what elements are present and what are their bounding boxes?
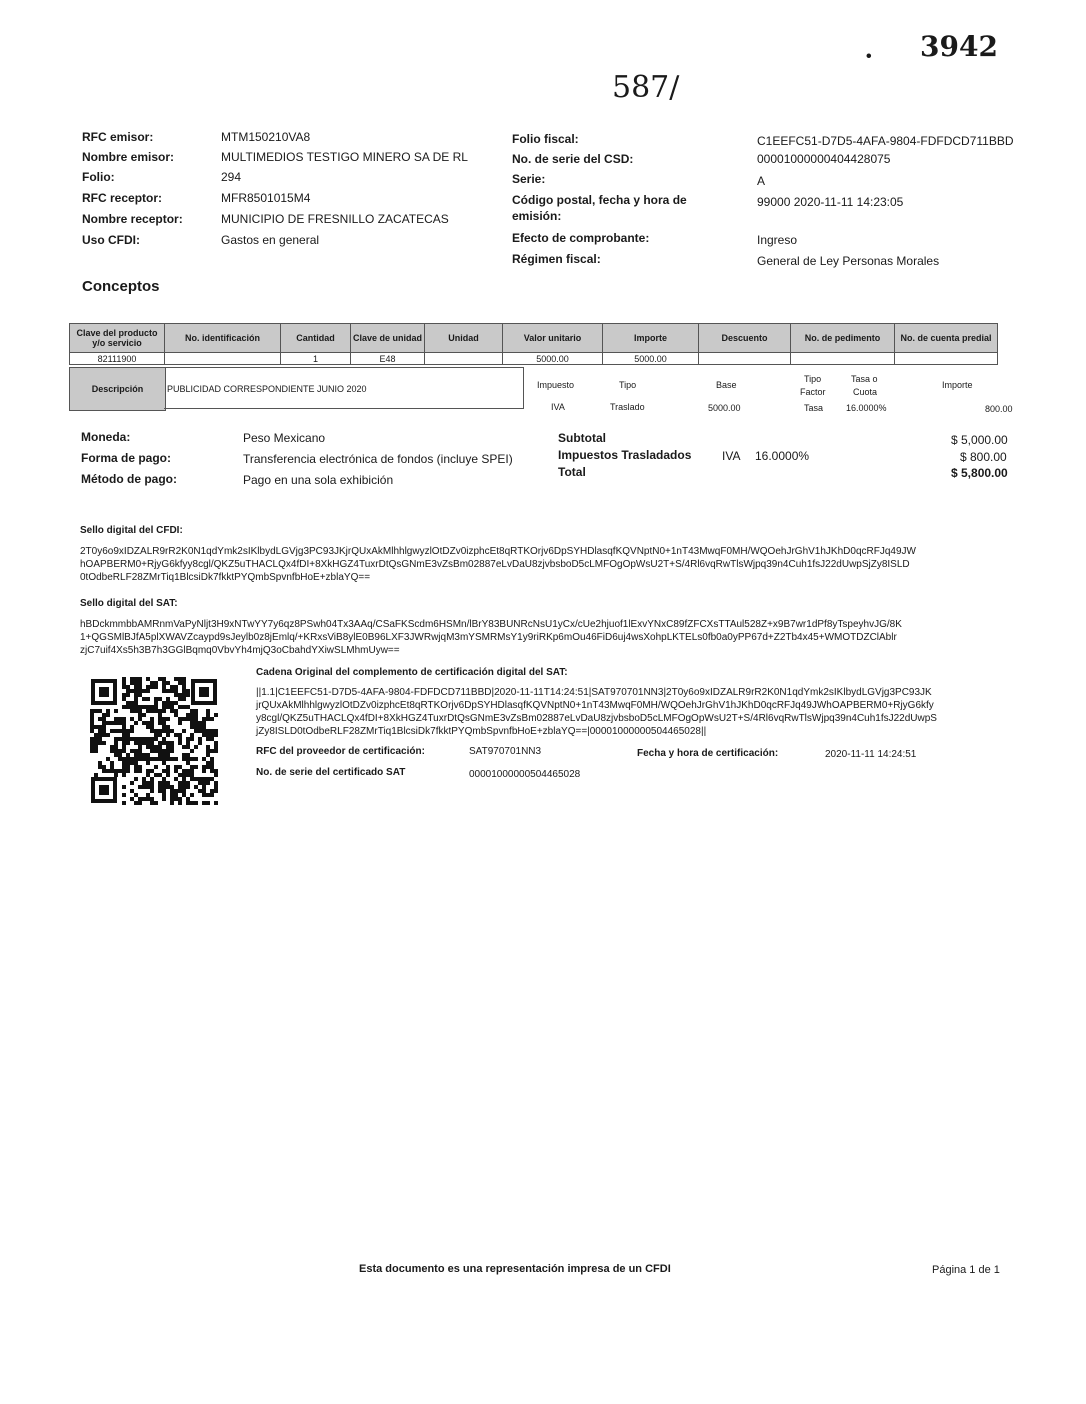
descripcion-value: PUBLICIDAD CORRESPONDIENTE JUNIO 2020 xyxy=(164,367,524,409)
sello-cfdi-line: hOAPBERM0+RjyG6kfyy8cgl/QKZ5uTHACLQx4fDI+8XkHGZ4TuxrDtQsGNmE3vZsBm02887eLvDaU8zjvbsboD5cLMFOgOpWsU2T+S/4Rl6vqRwTlsWjpq39n4Cuh1fsJ22dUwpSjZy8ISLD xyxy=(80,559,910,570)
cadena-line: ||1.1|C1EEFC51-D7D5-4AFA-9804-FDFDCD711BBD|2020-11-11T14:24:51|SAT970701NN3|2T0y6o9xIDZALR9rR2K0N1qdYmk2sIKlbydLGVjg3PC93JK xyxy=(256,687,932,698)
subtotal-label: Subtotal xyxy=(558,431,606,445)
cell-valor-unitario: 5000.00 xyxy=(503,353,603,365)
moneda-label: Moneda: xyxy=(81,430,131,444)
tax-tipo-factor: Tasa xyxy=(804,403,824,413)
rfc-emisor-value: MTM150210VA8 xyxy=(221,130,311,144)
cell-clave-producto: 82111900 xyxy=(70,353,165,365)
cadena-line: jZy8ISLD0tOdbeRLF28ZMrTiq1BlcsiDk7fkktPYQmbSpvnfbHoE+zblaYQ==|00001000000504465028|| xyxy=(256,726,707,737)
cell-no-cuenta-predial xyxy=(895,353,998,365)
folio-value: 294 xyxy=(221,170,242,184)
forma-pago-label: Forma de pago: xyxy=(81,451,172,465)
iva-rate: 16.0000% xyxy=(755,449,810,463)
cell-no-identificacion xyxy=(165,353,281,365)
cell-descuento xyxy=(699,353,791,365)
handwritten-number-top: 3942 xyxy=(920,30,998,63)
sello-sat-line: 1+QGSMlBJfA5plXWAVZcaypd9sJeylb0z8jEmlq/+KRxsViB8ylE0B96LXF3JWRwjqM3mYSMRMsY1y9riRKp6mOu46FiD6uj4wsXohpLKTELs0fb0a0yPP67d+Z2Tb4x45+WMOTDZClAblr xyxy=(80,632,897,643)
uso-cfdi-label: Uso CFDI: xyxy=(82,233,140,247)
footer-page: Página 1 de 1 xyxy=(932,1264,1000,1276)
tax-header-tipo-factor-2: Factor xyxy=(800,387,826,397)
tax-header-importe: Importe xyxy=(942,380,973,390)
footer-note: Esta documento es una representación impresa de un CFDI xyxy=(359,1263,671,1275)
conceptos-table xyxy=(69,323,998,365)
serie-label: Serie: xyxy=(512,172,546,186)
header-importe: Importe xyxy=(603,324,699,353)
tax-importe: 800.00 xyxy=(985,404,1013,414)
cell-no-pedimento xyxy=(791,353,895,365)
cell-clave-unidad: E48 xyxy=(351,353,425,365)
rfc-proveedor-value: SAT970701NN3 xyxy=(469,746,542,757)
header-clave-producto: Clave del producto y/o servicio xyxy=(70,324,165,353)
header-clave-unidad: Clave de unidad xyxy=(351,324,425,353)
handwritten-dot: • xyxy=(866,48,872,65)
rfc-receptor-value: MFR8501015M4 xyxy=(221,191,311,205)
cell-cantidad: 1 xyxy=(281,353,351,365)
header-unidad: Unidad xyxy=(425,324,503,353)
sello-cfdi-label: Sello digital del CFDI: xyxy=(80,525,183,536)
cadena-original-label: Cadena Original del complemento de certificación digital del SAT: xyxy=(256,667,568,678)
tax-tasa: 16.0000% xyxy=(846,403,887,413)
cadena-line: jrQUxAkMlhhlgwyzlOtDZv0izphcEt8qRTKOrjv6DpSYHDlasqfKQVNptN0+1nT43MwqF0MH/WQOehJrGhV1hJKhD0qcRFJq49JWhOAPBERM0+RjyG6kfy xyxy=(256,700,934,711)
tax-header-tipo-factor-1: Tipo xyxy=(804,374,822,384)
tax-header-base: Base xyxy=(716,380,737,390)
nombre-receptor-label: Nombre receptor: xyxy=(82,212,183,226)
serie-certificado-value: 00001000000504465028 xyxy=(469,769,581,780)
qr-code-icon xyxy=(89,677,219,805)
tax-header-tipo: Tipo xyxy=(619,380,637,390)
tax-header-tasa-1: Tasa o xyxy=(851,374,878,384)
uso-cfdi-value: Gastos en general xyxy=(221,233,320,247)
total-value: $ 5,800.00 xyxy=(951,466,1008,480)
sello-sat-line: zjC7uif4Xs5h3B7h3GGlBqmq0VbvYh4mjQ3oCbahdYXiwSLMhmUyw== xyxy=(80,645,400,656)
header-no-cuenta-predial: No. de cuenta predial xyxy=(895,324,998,353)
efecto-value: Ingreso xyxy=(757,233,798,247)
sello-cfdi-value xyxy=(80,545,1040,584)
nombre-emisor-label: Nombre emisor: xyxy=(82,150,175,164)
descripcion-label: Descripción xyxy=(69,367,166,411)
cell-importe: 5000.00 xyxy=(603,353,699,365)
total-label: Total xyxy=(558,465,586,479)
regimen-value: General de Ley Personas Morales xyxy=(757,254,940,268)
rfc-receptor-label: RFC receptor: xyxy=(82,191,163,205)
tax-header-tasa-2: Cuota xyxy=(853,387,878,397)
cell-unidad xyxy=(425,353,503,365)
folio-fiscal-label: Folio fiscal: xyxy=(512,132,579,146)
metodo-pago-value: Pago en una sola exhibición xyxy=(243,473,394,487)
cp-fecha-label-1: Código postal, fecha y hora de xyxy=(512,193,687,207)
folio-fiscal-value: C1EEFC51-D7D5-4AFA-9804-FDFDCD711BBD xyxy=(757,134,1014,148)
fecha-certificacion-value: 2020-11-11 14:24:51 xyxy=(825,749,917,760)
cp-fecha-label-2: emisión: xyxy=(512,209,562,223)
serie-csd-value: 00001000000404428075 xyxy=(757,152,891,166)
header-no-identificacion: No. identificación xyxy=(165,324,281,353)
metodo-pago-label: Método de pago: xyxy=(81,472,177,486)
handwritten-number-middle: 587/ xyxy=(612,70,680,105)
folio-label: Folio: xyxy=(82,170,115,184)
fecha-certificacion-label: Fecha y hora de certificación: xyxy=(637,748,779,759)
serie-value: A xyxy=(757,174,766,188)
efecto-label: Efecto de comprobante: xyxy=(512,231,650,245)
iva-label: IVA xyxy=(722,449,741,463)
rfc-proveedor-label: RFC del proveedor de certificación: xyxy=(256,746,425,757)
serie-csd-label: No. de serie del CSD: xyxy=(512,152,634,166)
sello-cfdi-line: 0tOdbeRLF28ZMrTiq1BlcsiDk7fkktPYQmbSpvnfbHoE+zblaYQ== xyxy=(80,572,371,583)
sello-sat-label: Sello digital del SAT: xyxy=(80,598,178,609)
serie-certificado-label: No. de serie del certificado SAT xyxy=(256,767,406,778)
forma-pago-value: Transferencia electrónica de fondos (incluye SPEI) xyxy=(243,452,513,466)
tax-tipo: Traslado xyxy=(610,402,645,412)
tax-header-impuesto: Impuesto xyxy=(537,380,575,390)
tax-impuesto: IVA xyxy=(551,402,565,412)
table-row xyxy=(70,353,998,365)
subtotal-value: $ 5,000.00 xyxy=(951,433,1008,447)
tax-base: 5000.00 xyxy=(708,403,741,413)
conceptos-title: Conceptos xyxy=(82,278,160,295)
header-valor-unitario: Valor unitario xyxy=(503,324,603,353)
impuestos-trasladados-label: Impuestos Trasladados xyxy=(558,448,692,462)
cp-fecha-value: 99000 2020-11-11 14:23:05 xyxy=(757,195,904,209)
regimen-label: Régimen fiscal: xyxy=(512,252,601,266)
nombre-emisor-value: MULTIMEDIOS TESTIGO MINERO SA DE RL xyxy=(221,150,468,164)
moneda-value: Peso Mexicano xyxy=(243,431,326,445)
cadena-original-value xyxy=(256,686,1036,738)
rfc-emisor-label: RFC emisor: xyxy=(82,130,154,144)
nombre-receptor-value: MUNICIPIO DE FRESNILLO ZACATECAS xyxy=(221,212,449,226)
sello-sat-line: hBDckmmbbAMRnmVaPyNljt3H9xNTwYY7y6qz8PSwh04Tx3AAq/CSaFKScdm6HSMn/lBrY83BUNRcNsU1yCx/cUe2hjuof1lExvYNxC89fZFCXsTTAul528Z+x9B7wr1dPf8yTspeyhvJG/8K xyxy=(80,619,902,630)
cadena-line: y8cgl/QKZ5uTHACLQx4fDI+8XkHGZ4TuxrDtQsGNmE3vZsBm02887eLvDaU8zjvbsboD5cLMFOgOpWsU2T+S/4Rl6vqRwTlsWjpq39n4Cuh1fsJ22dUwpS xyxy=(256,713,937,724)
header-no-pedimento: No. de pedimento xyxy=(791,324,895,353)
impuestos-value: $ 800.00 xyxy=(960,450,1007,464)
header-descuento: Descuento xyxy=(699,324,791,353)
sello-sat-value xyxy=(80,618,1040,657)
sello-cfdi-line: 2T0y6o9xIDZALR9rR2K0N1qdYmk2sIKlbydLGVjg3PC93JKjrQUxAkMlhhlgwyzlOtDZv0izphcEt8qRTKOrjv6DpSYHDlasqfKQVNptN0+1nT43MwqF0MH/WQOehJrGhV1hJKhD0qcRFJq49JW xyxy=(80,546,916,557)
header-cantidad: Cantidad xyxy=(281,324,351,353)
